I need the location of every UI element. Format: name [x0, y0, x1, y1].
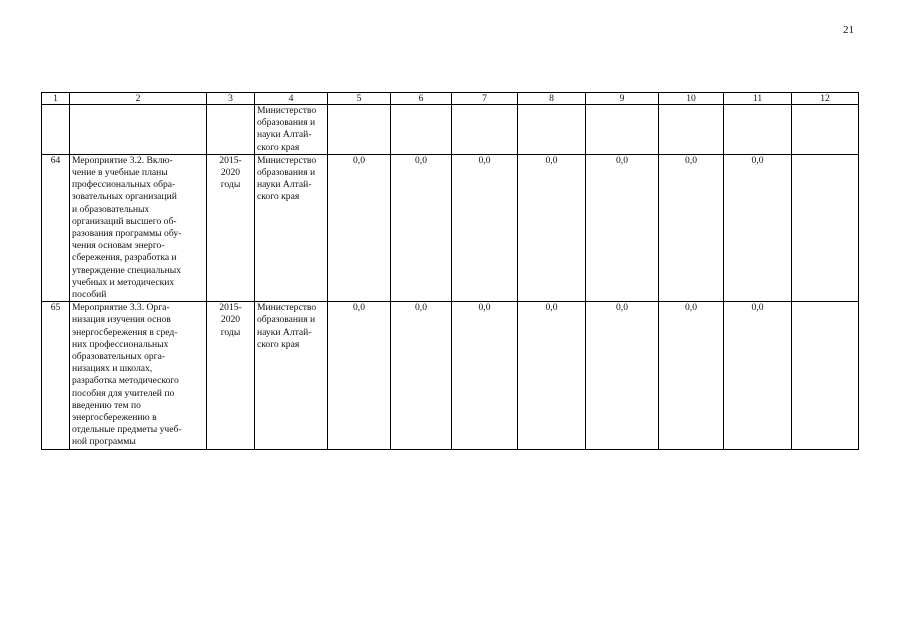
- value-cell: 0,0: [659, 154, 724, 301]
- period: [207, 105, 255, 155]
- value-cell: 0,0: [452, 154, 518, 301]
- executor-line: науки Алтай-: [257, 179, 312, 191]
- activity-name-line: чение в учебные планы: [72, 167, 168, 179]
- value-cell: 0,0: [328, 154, 391, 301]
- executor-line: науки Алтай-: [257, 326, 312, 338]
- period-line: 2015-: [219, 302, 242, 314]
- executor-line: ского края: [257, 338, 300, 350]
- header-cell: 7: [452, 93, 518, 105]
- header-cell: 6: [391, 93, 452, 105]
- activity-name-line: и образовательных: [72, 203, 150, 215]
- program-table: [41, 92, 859, 450]
- period-line: годы: [220, 326, 241, 338]
- activity-name-line: чения основам энерго-: [72, 240, 165, 252]
- activity-name-line: организаций высшего об-: [72, 215, 177, 227]
- activity-name-line: низациях и школах,: [72, 363, 153, 375]
- activity-name-line: энергосбережению в: [72, 412, 157, 424]
- value-cell: 0,0: [391, 302, 452, 449]
- header-row: [42, 93, 859, 105]
- header-cell: 8: [518, 93, 586, 105]
- header-cell: 11: [724, 93, 792, 105]
- executor-line: образования и: [257, 314, 316, 326]
- activity-name-line: низация изучения основ: [72, 314, 171, 326]
- activity-name-line: Мероприятие 3.2. Вклю-: [72, 154, 173, 166]
- page-number: 21: [843, 24, 854, 36]
- executor-line: образования и: [257, 167, 316, 179]
- value-cell: 0,0: [518, 302, 586, 449]
- period-line: 2020: [220, 314, 241, 326]
- activity-name-line: разования программы обу-: [72, 228, 182, 240]
- executor-line: Министерство: [257, 105, 317, 116]
- executor: [255, 154, 328, 301]
- value-cell-12: [792, 154, 859, 301]
- row-number: [42, 105, 70, 155]
- activity-name-line: пособия для учителей по: [72, 387, 175, 399]
- activity-name-line: Мероприятие 3.3. Орга-: [72, 302, 170, 314]
- executor-line: Министерство: [257, 302, 317, 314]
- period: [207, 302, 255, 449]
- activity-name-line: ной программы: [72, 436, 136, 448]
- value-cell: 0,0: [452, 302, 518, 449]
- executor: [255, 302, 328, 449]
- value-cell: [452, 105, 518, 155]
- value-cell: [328, 105, 391, 155]
- header-cell: 4: [255, 93, 328, 105]
- header-cell: 3: [207, 93, 255, 105]
- row-number: 64: [42, 154, 70, 301]
- value-cell: 0,0: [518, 154, 586, 301]
- value-cell: 0,0: [586, 302, 659, 449]
- value-cell: [391, 105, 452, 155]
- activity-name-line: профессиональных обра-: [72, 179, 176, 191]
- period-line: 2020: [220, 167, 241, 179]
- period-line: 2015-: [219, 154, 242, 166]
- header-cell: 1: [42, 93, 70, 105]
- period-line: годы: [220, 179, 241, 191]
- activity-name-line: образовательных орга-: [72, 351, 166, 363]
- activity-name-line: отдельные предметы учеб-: [72, 424, 182, 436]
- activity-name-line: энергосбережения в сред-: [72, 326, 178, 338]
- header-cell: 5: [328, 93, 391, 105]
- value-cell: 0,0: [724, 302, 792, 449]
- table-row: [42, 105, 859, 155]
- executor: [255, 105, 328, 155]
- value-cell: 0,0: [328, 302, 391, 449]
- row-number: 65: [42, 302, 70, 449]
- table-row: [42, 154, 859, 301]
- executor-line: Министерство: [257, 154, 317, 166]
- activity-name-line: учебных и методических: [72, 276, 175, 288]
- value-cell-12: [792, 105, 859, 155]
- value-cell-12: [792, 302, 859, 449]
- table-row: [42, 302, 859, 449]
- activity-name-line: разработка методического: [72, 375, 179, 387]
- value-cell: [586, 105, 659, 155]
- executor-line: ского края: [257, 141, 300, 153]
- value-cell: 0,0: [586, 154, 659, 301]
- header-cell: 12: [792, 93, 859, 105]
- activity-name-line: них профессиональных: [72, 338, 169, 350]
- executor-line: ского края: [257, 191, 300, 203]
- value-cell: [659, 105, 724, 155]
- activity-name: [70, 302, 207, 449]
- activity-name-line: сбережения, разработка и: [72, 252, 177, 264]
- header-cell: 10: [659, 93, 724, 105]
- activity-name: [70, 105, 207, 155]
- activity-name-line: пособий: [72, 289, 107, 301]
- executor-line: науки Алтай-: [257, 129, 312, 141]
- activity-name-line: зовательных организаций: [72, 191, 177, 203]
- value-cell: [518, 105, 586, 155]
- header-cell: 9: [586, 93, 659, 105]
- value-cell: 0,0: [724, 154, 792, 301]
- period: [207, 154, 255, 301]
- value-cell: 0,0: [659, 302, 724, 449]
- header-cell: 2: [70, 93, 207, 105]
- activity-name-line: введению тем по: [72, 399, 141, 411]
- activity-name-line: утверждение специальных: [72, 264, 182, 276]
- executor-line: образования и: [257, 117, 316, 129]
- value-cell: 0,0: [391, 154, 452, 301]
- value-cell: [724, 105, 792, 155]
- activity-name: [70, 154, 207, 301]
